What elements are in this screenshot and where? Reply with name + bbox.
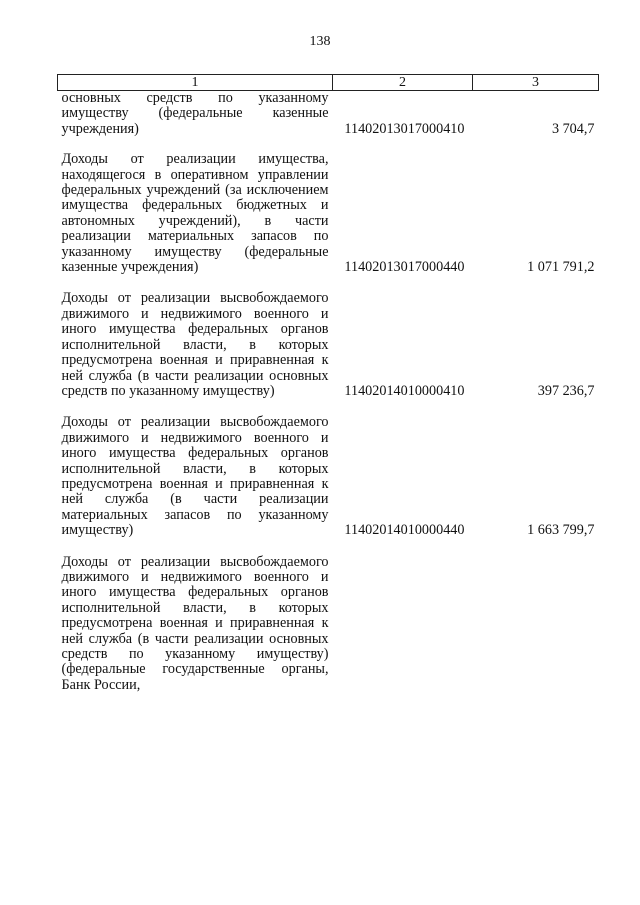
row-description: Доходы от реализации высвобождаемого движимого и недвижимого военного и иного имущества федеральных органов исполнительной власти, в которых предусмотрена военная и приравненная к ней служба (в части реализации основных средств по указанному имуществу) [61,290,329,399]
row-code [333,555,473,694]
page-number: 138 [309,34,331,49]
column-header-2: 2 [333,75,473,91]
row-amount: 397 236,7 [537,382,595,399]
row-code: 11402014010000410 [344,382,465,399]
table-row [58,91,599,153]
row-code: 11402013017000410 [344,120,465,137]
row-description: Доходы от реализации высвобождаемого движимого и недвижимого военного и иного имущества федеральных органов исполнительной власти, в которых предусмотрена военная и приравненная к ней служба (в части реализации материальных запасов по указанному имуществу) [61,414,329,539]
row-amount [473,555,599,694]
column-header-3: 3 [473,75,599,91]
row-code: 11402014010000440 [344,522,465,539]
table-row [58,415,599,554]
row-description: Доходы от реализации имущества, находящегося в оперативном управлении федеральных учреждений (за исключением имущества федеральных бюджетных и автономных учреждений), в части реализации материальных запасов по указанному имуществу (федеральные казенные учреждения) [61,151,329,276]
row-amount: 1 071 791,2 [527,259,595,276]
table-header-row [58,75,599,91]
revenue-table [57,74,599,693]
row-description: Доходы от реализации высвобождаемого движимого и недвижимого военного и иного имущества федеральных органов исполнительной власти, в которых предусмотрена военная и приравненная к ней служба (в части реализации основных средств по указанному имуществу) (федеральные государственные органы, Банк России, [61,553,329,693]
table-row [58,152,599,291]
table-row [58,291,599,415]
row-description: основных средств по указанному имуществу (федеральные казенные учреждения) [61,90,329,137]
row-amount: 1 663 799,7 [527,522,595,539]
row-amount: 3 704,7 [551,120,595,137]
table-row [58,555,599,694]
column-header-1: 1 [58,75,333,91]
row-code: 11402013017000440 [344,259,465,276]
